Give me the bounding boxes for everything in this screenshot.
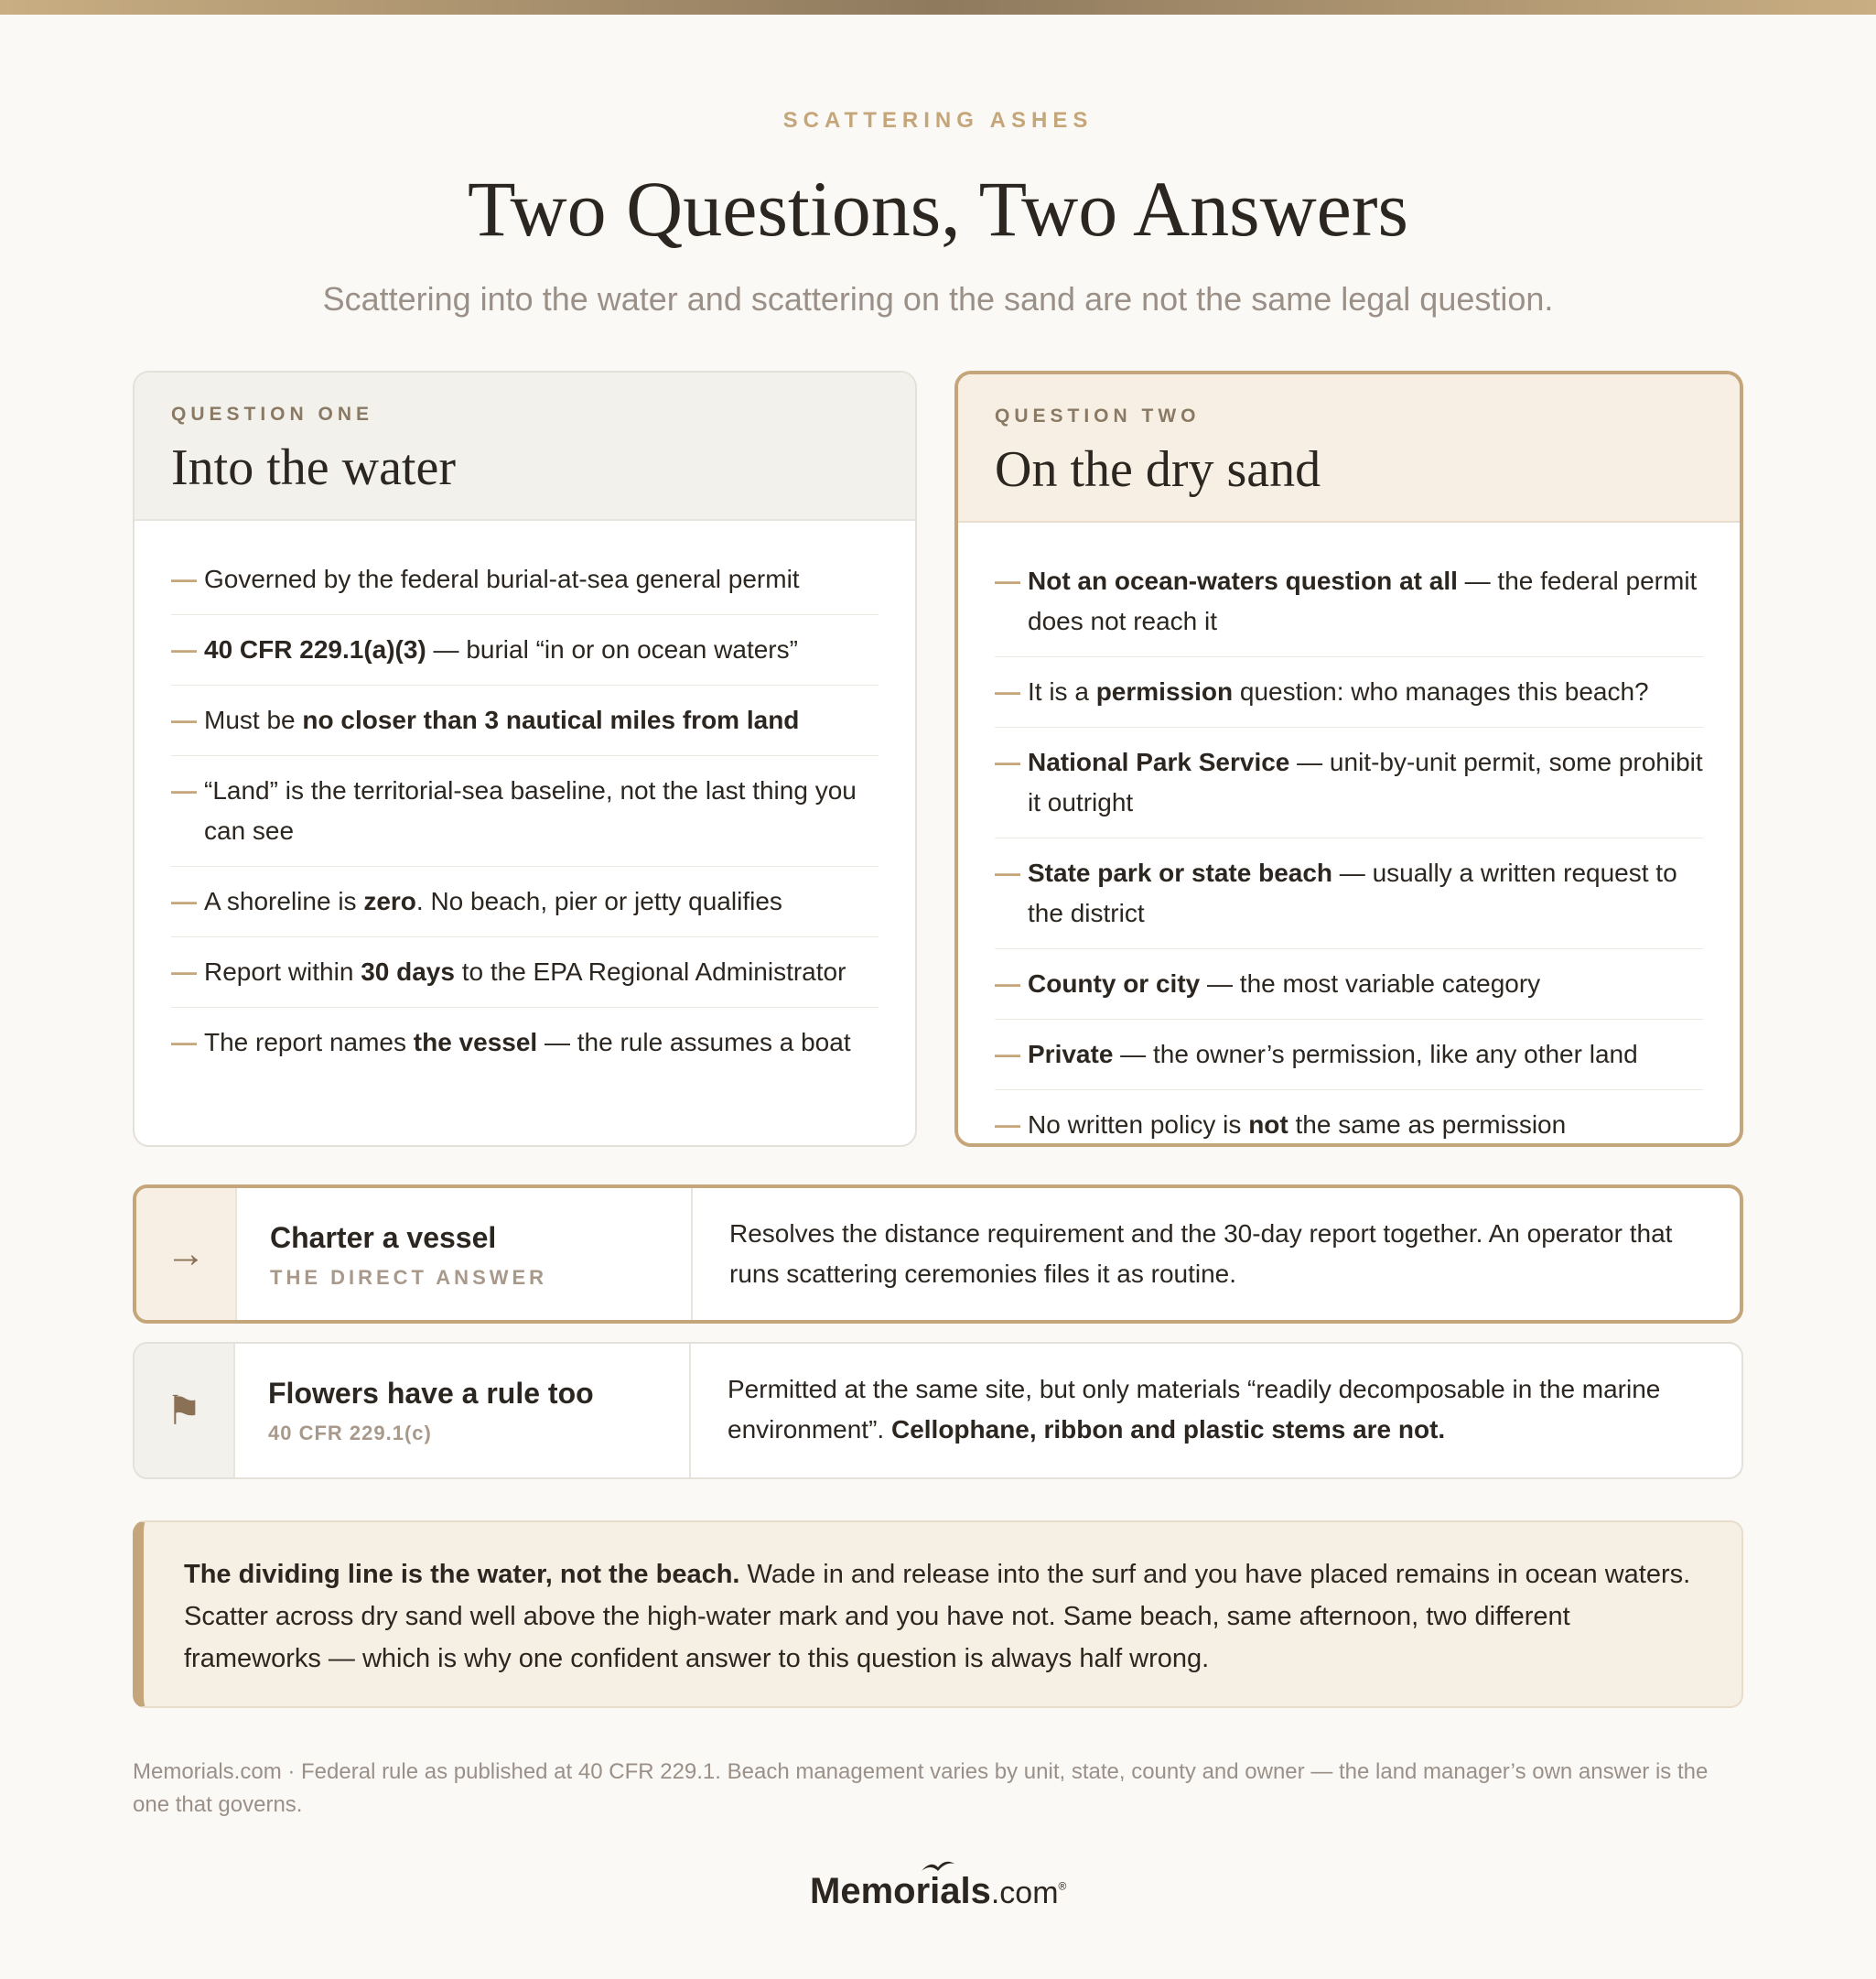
dash-icon: — — [171, 706, 197, 734]
flowers-label-cell — [235, 1344, 691, 1477]
question-one-card — [133, 371, 917, 1147]
list-item — [171, 615, 879, 686]
list-item-text: No written policy is — [1028, 1110, 1249, 1139]
list-item-bold: State park or state beach — [1028, 859, 1333, 887]
list-item-text-post: — unit-by-unit permit, some prohibit it outright — [1028, 748, 1703, 816]
question-one-list — [135, 521, 915, 1077]
charter-row — [133, 1184, 1743, 1324]
charter-sublabel: THE DIRECT ANSWER — [270, 1266, 548, 1289]
list-item — [171, 686, 879, 756]
arrow-right-icon: → — [136, 1188, 237, 1320]
charter-label: Charter a vessel — [270, 1221, 497, 1254]
flowers-sublabel: 40 CFR 229.1(c) — [268, 1422, 432, 1444]
list-item-bold: no closer than 3 nautical miles from land — [302, 706, 800, 734]
list-item-bold: the vessel — [413, 1028, 538, 1056]
list-item — [171, 1008, 879, 1077]
list-item-bold: Private — [1028, 1040, 1114, 1068]
list-item — [995, 546, 1703, 657]
dash-icon: — — [995, 969, 1020, 998]
dash-icon: — — [995, 859, 1020, 887]
dash-icon: — — [171, 957, 197, 986]
list-item-bold: National Park Service — [1028, 748, 1290, 776]
top-accent-bar — [0, 0, 1876, 15]
logo-text — [810, 1871, 1066, 1912]
charter-text: Resolves the distance requirement and the 30-day report together. An operator that runs scattering ceremonies files it as routine. — [729, 1219, 1673, 1288]
dash-icon: — — [171, 565, 197, 593]
list-item-text-post: — usually a written request to the district — [1028, 859, 1677, 927]
dash-icon: — — [171, 635, 197, 664]
flowers-label: Flowers have a rule too — [268, 1377, 594, 1410]
question-one-header — [135, 373, 915, 521]
list-item — [995, 1090, 1703, 1147]
list-item — [995, 1020, 1703, 1090]
logo-name: Memorials — [810, 1871, 991, 1911]
question-two-eyebrow: QUESTION TWO — [995, 406, 1201, 427]
list-item-bold: Not an ocean-waters question at all — [1028, 567, 1458, 595]
dash-icon: — — [171, 887, 197, 915]
callout-bold: The dividing line is the water, not the beach. — [184, 1560, 740, 1589]
list-item-text: A shoreline is — [204, 887, 364, 915]
list-item-text-post: — burial “in or on ocean waters” — [426, 635, 798, 664]
list-item-bold: zero — [363, 887, 416, 915]
list-item — [995, 728, 1703, 838]
list-item-text-post: . No beach, pier or jetty qualifies — [415, 887, 782, 915]
list-item-text-post: — the rule assumes a boat — [537, 1028, 851, 1056]
question-two-header — [958, 374, 1740, 523]
list-item-text: Report within — [204, 957, 361, 986]
list-item-text-post: to the EPA Regional Administrator — [454, 957, 846, 986]
dash-icon: — — [995, 1110, 1020, 1139]
list-item-bold: 30 days — [361, 957, 455, 986]
list-item-text-post: — the owner’s permission, like any other land — [1113, 1040, 1638, 1068]
list-item-bold: permission — [1095, 677, 1234, 706]
list-item-text: Must be — [204, 706, 303, 734]
list-item — [171, 545, 879, 615]
flag-icon: ⚑ — [135, 1344, 235, 1477]
list-item-text-post: the same as permission — [1288, 1110, 1567, 1139]
dash-icon: — — [171, 1028, 197, 1056]
flowers-text-pre: Permitted at the same site, but only materials “readily decomposable in the marine environment”. — [728, 1375, 1661, 1444]
question-one-title: Into the water — [171, 439, 456, 496]
list-item — [171, 867, 879, 937]
logo-suffix: .com — [990, 1876, 1059, 1910]
dash-icon: — — [995, 748, 1020, 776]
flowers-text-bold: Cellophane, ribbon and plastic stems are not. — [890, 1415, 1446, 1444]
callout-box — [133, 1520, 1743, 1708]
page-subtitle: Scattering into the water and scattering on the sand are not the same legal question. — [322, 280, 1554, 318]
list-item — [995, 949, 1703, 1020]
list-item-text-post: — the most variable category — [1200, 969, 1541, 998]
dash-icon: — — [995, 677, 1020, 706]
footnote: Memorials.com · Federal rule as published at 40 CFR 229.1. Beach management varies by unit, state, county and owner — the land manager’s own answer is the one that governs. — [133, 1759, 1709, 1817]
dash-icon: — — [995, 567, 1020, 595]
list-item-bold: County or city — [1028, 969, 1201, 998]
charter-label-cell — [237, 1188, 693, 1320]
list-item-text: The report names — [204, 1028, 414, 1056]
list-item — [995, 838, 1703, 949]
flowers-text — [691, 1344, 1741, 1477]
memorials-logo — [810, 1856, 1066, 1930]
question-two-title: On the dry sand — [995, 441, 1321, 498]
question-one-eyebrow: QUESTION ONE — [171, 404, 374, 425]
list-item-text: Governed by the federal burial-at-sea general permit — [204, 565, 800, 593]
question-two-list — [958, 523, 1740, 1147]
flowers-row — [133, 1342, 1743, 1479]
list-item — [171, 756, 879, 867]
list-item — [171, 937, 879, 1008]
eyebrow: SCATTERING ASHES — [782, 108, 1094, 133]
list-item-text-post: — the federal permit does not reach it — [1028, 567, 1698, 635]
callout-text: Wade in and release into the surf and you have placed remains in ocean waters. Scatter across dry sand well above the high-water mark and you have not. Same beach, same afternoon, two different frameworks — which is why one confident answer to this question is always half wrong. — [184, 1560, 1691, 1673]
list-item — [995, 657, 1703, 728]
dash-icon: — — [995, 1040, 1020, 1068]
question-two-card — [954, 371, 1743, 1147]
list-item-text: It is a — [1028, 677, 1096, 706]
list-item-text: “Land” is the territorial-sea baseline, not the last thing you can see — [204, 776, 857, 845]
page-title: Two Questions, Two Answers — [468, 165, 1408, 253]
logo-registered-mark: ® — [1058, 1879, 1067, 1893]
dash-icon: — — [171, 776, 197, 805]
list-item-bold: not — [1248, 1110, 1288, 1139]
list-item-text-post: question: who manages this beach? — [1233, 677, 1649, 706]
list-item-bold: 40 CFR 229.1(a)(3) — [204, 635, 426, 664]
